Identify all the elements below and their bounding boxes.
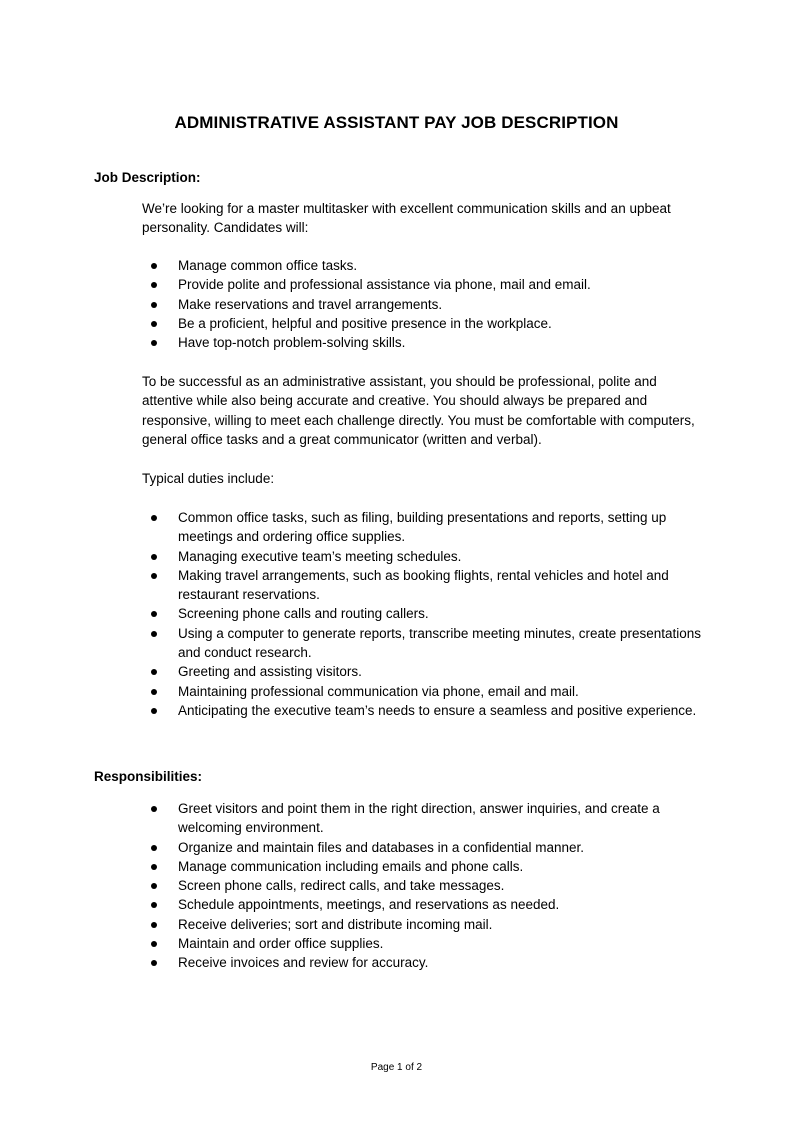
bullet-icon: [151, 922, 157, 928]
list-item: Screening phone calls and routing callers.: [142, 604, 702, 623]
list-item: Screen phone calls, redirect calls, and take messages.: [142, 876, 702, 895]
list-item: Receive deliveries; sort and distribute incoming mail.: [142, 915, 702, 934]
duties-list: [142, 508, 702, 720]
bullet-icon: [151, 631, 157, 637]
list-item: Manage communication including emails and phone calls.: [142, 857, 702, 876]
bullet-icon: [151, 302, 157, 308]
page-number: Page 1 of 2: [370, 1062, 423, 1073]
bullet-icon: [151, 669, 157, 675]
list-item: Using a computer to generate reports, transcribe meeting minutes, create presentations and conduct research.: [142, 624, 702, 663]
bullet-icon: [151, 282, 157, 288]
duties-intro: Typical duties include:: [142, 471, 275, 486]
list-item: Maintaining professional communication via phone, email and mail.: [142, 682, 702, 701]
bullet-icon: [151, 689, 157, 695]
bullet-icon: [151, 515, 157, 521]
bullet-icon: [151, 864, 157, 870]
candidate-list: [142, 256, 702, 352]
bullet-icon: [151, 340, 157, 346]
list-item: Organize and maintain files and databases in a confidential manner.: [142, 838, 702, 857]
bullet-icon: [151, 941, 157, 947]
bullet-icon: [151, 554, 157, 560]
list-item: Receive invoices and review for accuracy.: [142, 953, 702, 972]
list-item: Managing executive team’s meeting schedules.: [142, 547, 702, 566]
bullet-icon: [151, 806, 157, 812]
list-item: Maintain and order office supplies.: [142, 934, 702, 953]
bullet-icon: [151, 573, 157, 579]
bullet-icon: [151, 708, 157, 714]
list-item: Common office tasks, such as filing, building presentations and reports, setting up meetings and ordering office supplies.: [142, 508, 702, 547]
list-item: Manage common office tasks.: [142, 256, 702, 275]
list-item: Provide polite and professional assistance via phone, mail and email.: [142, 275, 702, 294]
list-item: Have top-notch problem-solving skills.: [142, 333, 702, 352]
bullet-icon: [151, 321, 157, 327]
responsibilities-list: [142, 799, 702, 973]
success-paragraph: To be successful as an administrative assistant, you should be professional, polite and attentive while also being accurate and creative. You should always be prepared and responsive, willing to meet each challenge directly. You must be comfortable with computers, general office tasks and a great communicator (written and verbal).: [142, 374, 695, 447]
bullet-icon: [151, 611, 157, 617]
job-description-intro: We’re looking for a master multitasker with excellent communication skills and an upbeat personality. Candidates will:: [142, 201, 671, 236]
document-title: ADMINISTRATIVE ASSISTANT PAY JOB DESCRIPTION: [174, 113, 619, 132]
list-item: Make reservations and travel arrangements.: [142, 295, 702, 314]
list-item: Making travel arrangements, such as booking flights, rental vehicles and hotel and restaurant reservations.: [142, 566, 702, 605]
bullet-icon: [151, 902, 157, 908]
bullet-icon: [151, 263, 157, 269]
bullet-icon: [151, 845, 157, 851]
job-description-heading: Job Description:: [94, 170, 201, 185]
list-item: Anticipating the executive team’s needs to ensure a seamless and positive experience.: [142, 701, 702, 720]
list-item: Be a proficient, helpful and positive presence in the workplace.: [142, 314, 702, 333]
list-item: Greet visitors and point them in the right direction, answer inquiries, and create a welcoming environment.: [142, 799, 702, 838]
bullet-icon: [151, 883, 157, 889]
bullet-icon: [151, 960, 157, 966]
list-item: Schedule appointments, meetings, and reservations as needed.: [142, 895, 702, 914]
list-item: Greeting and assisting visitors.: [142, 662, 702, 681]
responsibilities-heading: Responsibilities:: [94, 769, 203, 784]
